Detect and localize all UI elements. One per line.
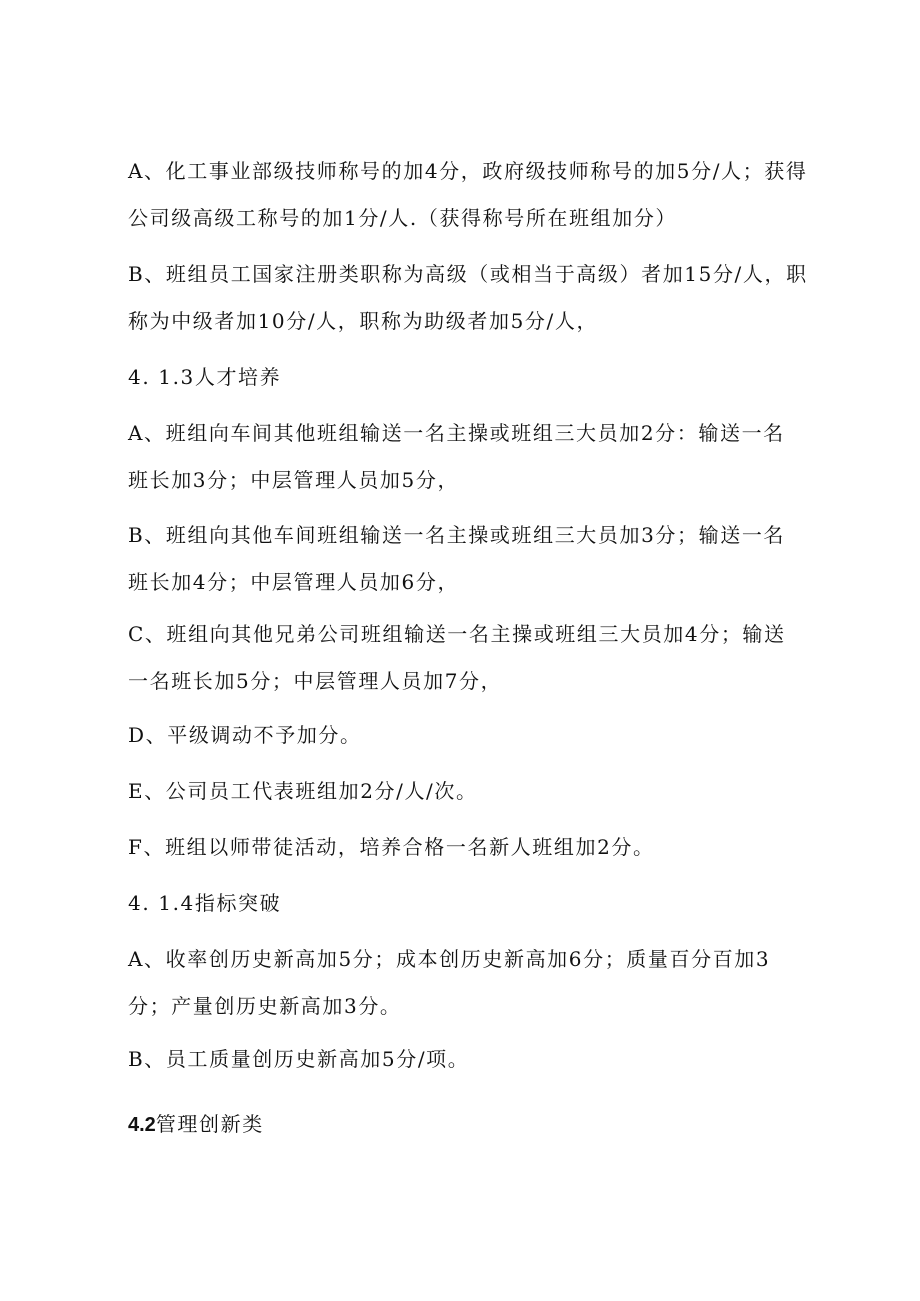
section-heading-management-innovation [128,1101,798,1149]
paragraph-transfer-within-workshop [128,410,798,504]
text-line: 4. 1.4指标突破 [128,891,282,915]
section-number: 4.2 [128,1114,156,1136]
paragraph-professional-title-bonus [128,251,808,345]
text-line: E、公司员工代表班组加2分/人/次。 [128,779,478,803]
text-line: F、班组以师带徒活动，培养合格一名新人班组加2分。 [128,835,655,859]
text-line: A、化工事业部级技师称号的加4分，政府级技师称号的加5分/人；获得 [128,159,808,183]
paragraph-lateral-transfer [128,712,798,759]
paragraph-employee-quality-record [128,1036,798,1083]
text-line: B、员工质量创历史新高加5分/项。 [128,1047,470,1071]
text-line: B、班组员工国家注册类职称为高级（或相当于高级）者加15分/人，职 [128,262,808,286]
subsection-heading-indicator-breakthrough [128,880,798,927]
text-line: 称为中级者加10分/人，职称为助级者加5分/人， [128,309,599,333]
text-line: 班长加4分；中层管理人员加6分， [128,570,460,594]
text-line: D、平级调动不予加分。 [128,723,362,747]
text-line: 4. 1.3人才培养 [128,365,282,389]
text-line: A、班组向车间其他班组输送一名主操或班组三大员加2分：输送一名 [128,421,785,445]
paragraph-record-highs [128,936,798,1030]
section-title: 管理创新类 [155,1112,264,1136]
paragraph-mentoring [128,824,798,871]
text-line: 班长加3分；中层管理人员加5分， [128,468,460,492]
paragraph-transfer-sister-company [128,611,798,705]
text-line: 分；产量创历史新高加3分。 [128,994,402,1018]
subsection-heading-talent-training [128,354,798,401]
text-line: C、班组向其他兄弟公司班组输送一名主操或班组三大员加4分；输送 [128,622,786,646]
paragraph-transfer-other-workshop [128,512,798,606]
text-line: B、班组向其他车间班组输送一名主操或班组三大员加3分；输送一名 [128,523,786,547]
text-line: A、收率创历史新高加5分；成本创历史新高加6分；质量百分百加3 [128,947,771,971]
text-line: 一名班长加5分；中层管理人员加7分， [128,669,503,693]
paragraph-employee-representative [128,768,798,815]
text-line: 公司级高级工称号的加1分/人.（获得称号所在班组加分） [128,206,678,230]
section-heading-line [128,1101,798,1149]
paragraph-skill-title-bonus [128,148,808,242]
